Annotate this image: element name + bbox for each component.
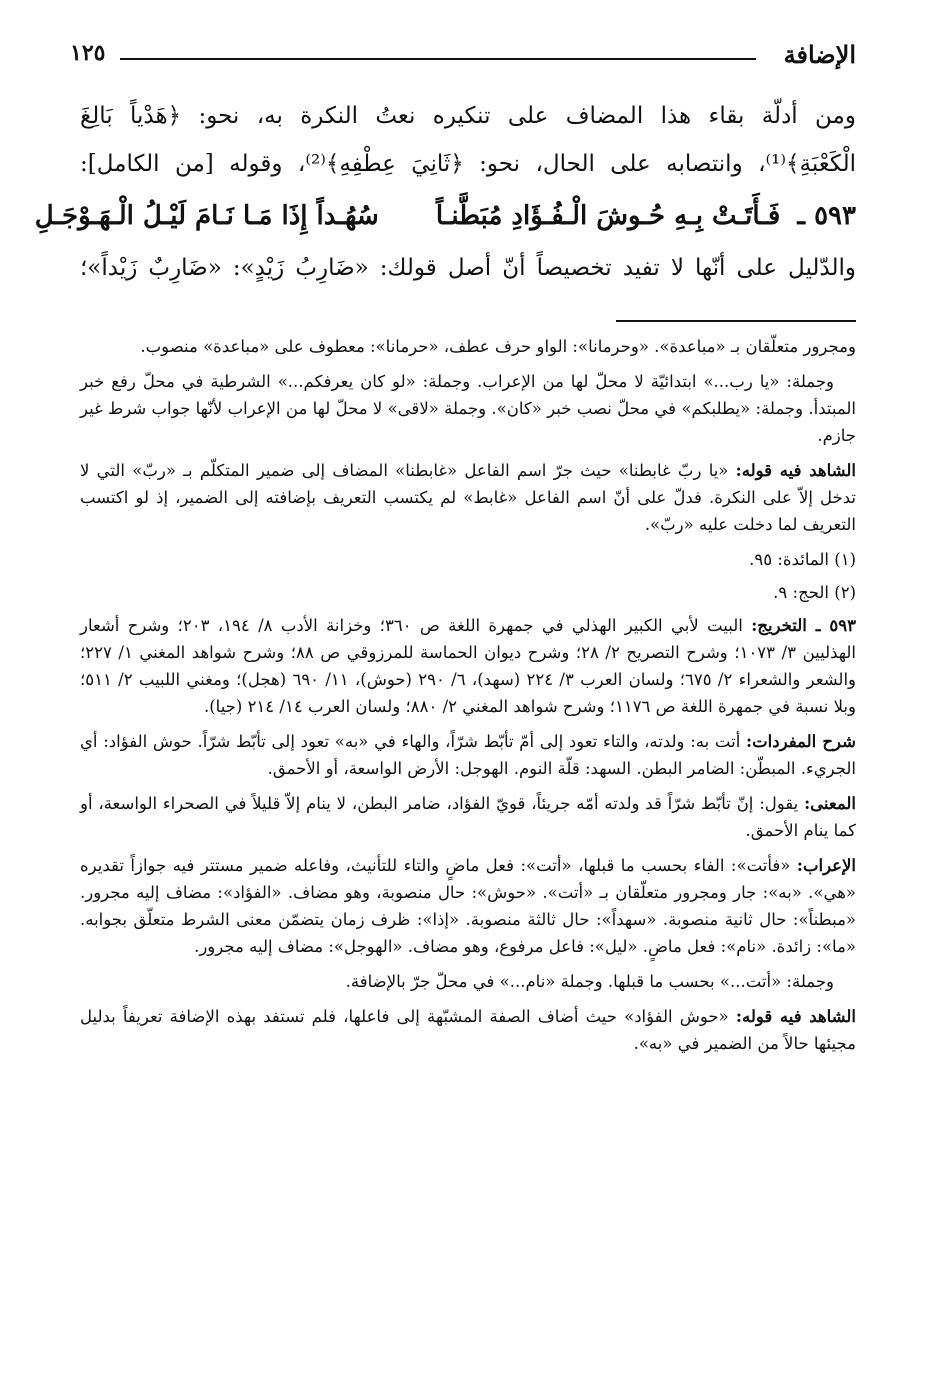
- page-number: ١٢٥: [70, 40, 106, 66]
- chapter-title: الإضافة: [783, 40, 856, 69]
- footnote-1: (١) المائدة: ٩٥.: [749, 550, 856, 569]
- main-line-2: الْكَعْبَةِ﴾⁽¹⁾، وانتصابه على الحال، نحو: ﴿ثَانِيَ عِطْفِهِ﴾⁽²⁾، وقوله [من الكامل]:: [80, 151, 856, 177]
- note-paragraph: ومجرور متعلّقان بـ «مباعدة». «وحرمانا»: الواو حرف عطف، «حرمانا»: معطوف على «مباعدة» منصوب.: [140, 337, 856, 356]
- paragraph-label: شرح المفردات:: [746, 732, 856, 751]
- paragraph-text: «يا ربّ غابطنا» حيث جرّ اسم الفاعل «غابطنا» المضاف إلى ضمير المتكلّم بـ «ربّ» التي لا تدخل إلاّ على النكرة. فدلّ على أنّ اسم الفاعل «غابط» لم يكتسب التعريف بإضافته إلى الضمير، إذ لو اكتسب التعريف لما دخلت عليه «ربّ».: [80, 461, 856, 534]
- witness-paragraph: [80, 1003, 856, 1057]
- paragraph-text: «حوش الفؤاد» حيث أضاف الصفة المشبّهة إلى فاعلها، فلم تستفد بهذه الإضافة تعريفاً بدليل مجيئها حالاً من الضمير في «به».: [80, 1007, 856, 1053]
- paragraph-label: الإعراب:: [796, 856, 857, 875]
- meaning-paragraph: [80, 790, 856, 844]
- paragraph-label: الشاهد فيه قوله:: [735, 1007, 856, 1026]
- verse-hemistich-1: فَـأَتَـتْ بِـهِ حُـوشَ الْـفُـؤَادِ مُبَطَّنـاً: [435, 201, 781, 231]
- paragraph-label: الشاهد فيه قوله:: [735, 461, 856, 480]
- note-paragraph: وجملة: «يا رب...» ابتدائيّة لا محلّ لها من الإعراب. وجملة: «لو كان يعرفكم...» الشرطية في محلّ رفع خبر المبتدأ. وجملة: «يطلبكم» في محلّ نصب خبر «كان». وجملة «لاقى» لا محلّ لها من الإعراب لأنّها جواب شرط غير جازم.: [80, 372, 856, 445]
- paragraph-text: البيت لأبي الكبير الهذلي في جمهرة اللغة ص ٣٦٠؛ وخزانة الأدب ٨/ ١٩٤، ٢٠٣؛ وشرح أشعار الهذليين ٣/ ١٠٧٣؛ وشرح التصريح ٢/ ٢٨؛ وشرح ديوان الحماسة للمرزوقي ص ٨٨؛ وشرح شواهد المغني ١/ ٢٢٧؛ والشعر والشعراء ٢/ ٦٧٥؛ ولسان العرب ٣/ ٢٢٤ (سهد)، ٦/ ٢٩٠ (حوش)، ١١/ ٦٩٠ (هجل)؛ ومغني اللبيب ٢/ ٥١١؛ وبلا نسبة في جمهرة اللغة ص ١١٧٦؛ وشرح شواهد المغني ٢/ ٨٨٠؛ ولسان العرب ١٤/ ٢١٤ (جيا).: [80, 616, 857, 716]
- note-paragraph: وجملة: «أتت...» بحسب ما قبلها. وجملة «نام...» في محلّ جرّ بالإضافة.: [345, 972, 834, 991]
- main-line-4: والدّليل على أنّها لا تفيد تخصيصاً أنّ أصل قولك: «ضَارِبُ زَيْدٍ»: «ضَارِبٌ زَيْداً»؛: [80, 255, 856, 281]
- witness-paragraph: [80, 457, 856, 538]
- paragraph-text: «فأتت»: الفاء بحسب ما قبلها، «أتت»: فعل ماضٍ والتاء للتأنيث، وفاعله ضمير مستتر فيه جوازاً تقديره «هي». «به»: جار ومجرور متعلّقان بـ «أتت». «حوش»: حال منصوبة، وهو مضاف. «الفؤاد»: مضاف إليه مجرور. «مبطناً»: حال ثانية منصوبة. «سهداً»: حال ثالثة منصوبة. «إذا»: ظرف زمان يتضمّن معنى الشرط متعلّق بجوابه. «ما»: زائدة. «نام»: فعل ماضٍ. «ليل»: فاعل مرفوع، وهو مضاف. «الهوجل»: مضاف إليه مجرور.: [80, 856, 856, 956]
- vocabulary-paragraph: [80, 728, 856, 782]
- page-header: [70, 40, 856, 74]
- paragraph-label: المعنى:: [804, 794, 856, 813]
- irab-paragraph: [80, 852, 856, 960]
- main-line-1: ومن أدلّة بقاء هذا المضاف على تنكيره نعتُ النكرة به، نحو: ﴿هَدْياً بَالِغَ: [80, 103, 856, 129]
- verse-number: ٥٩٣ ـ: [797, 201, 856, 231]
- paragraph-text: أتت به: ولدته، والتاء تعود إلى أمّ تأبّط شرّاً، والهاء في «به» تعود إلى تأبّط شرّاً. حوش الفؤاد: أي الجريء. المبطّن: الضامر البطن. السهد: قلّة النوم. الهوجل: الأرض الواسعة، أو الأحمق.: [80, 732, 856, 778]
- verse-hemistich-2: سُهُـداً إِذَا مَـا نَـامَ لَيْـلُ الْـهَـوْجَـلِ: [34, 201, 379, 231]
- main-text: [34, 92, 856, 292]
- footnote-2: (٢) الحج: ٩.: [773, 583, 856, 602]
- footnotes: [80, 333, 856, 1065]
- verse-593: [34, 188, 856, 244]
- takhrij-paragraph: [80, 612, 856, 720]
- header-rule: [120, 58, 756, 60]
- paragraph-text: يقول: إنّ تأبّط شرّاً قد ولدته أمّه جريئاً، قويّ الفؤاد، ضامر البطن، لا ينام إلاّ قليلاً في الصحراء الواسعة، أو كما ينام الأحمق.: [80, 794, 856, 840]
- paragraph-label: ٥٩٣ ـ التخريج:: [751, 616, 856, 635]
- footnote-divider: [616, 320, 856, 322]
